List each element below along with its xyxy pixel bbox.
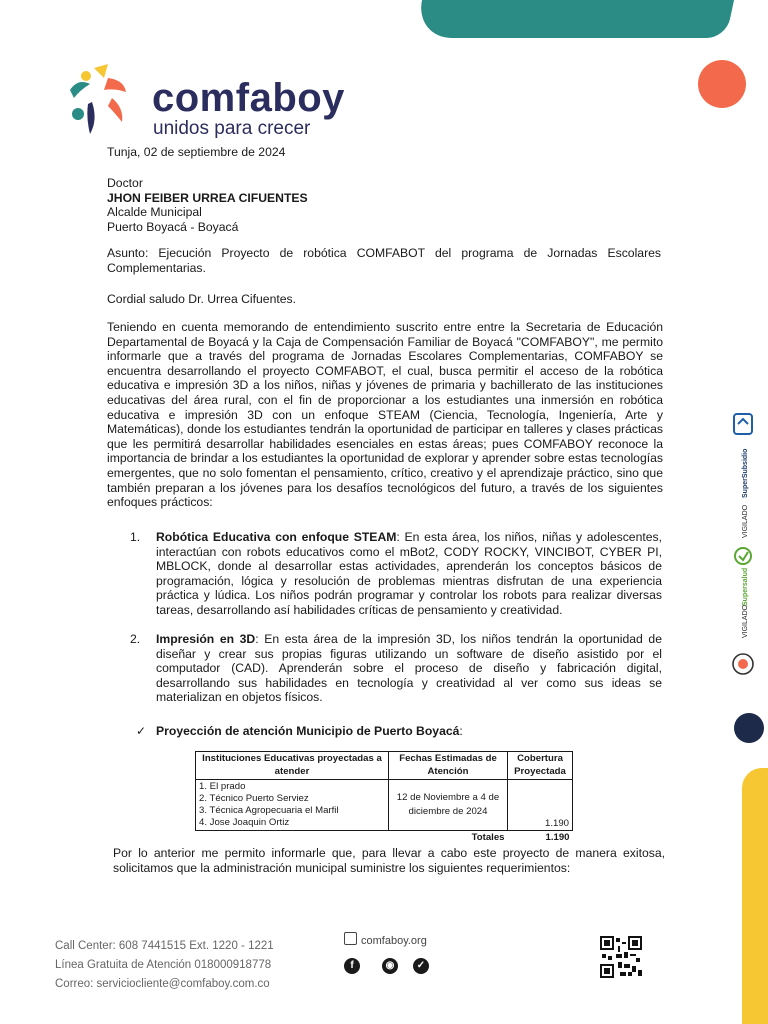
supervision-seals [728,410,758,690]
footer-website[interactable] [344,932,427,947]
institution-item: 1. El prado [199,781,246,792]
coverage-cell: 1.190 [508,780,573,831]
list-number: 1. [130,530,141,544]
totals-label: Totales [471,832,505,843]
institution-item: 4. Jose Joaquin Ortiz [199,817,290,828]
item-text: : En esta área de la impresión 3D, los niños tendrán la oportunidad de diseñar y crear sus propias figuras utilizando un software de diseño asistido por el computador (CAD). Aprenderán sobre el proceso de diseño y fabricación digital, desarrollando sus habilidades en tecnología y creatividad al ver como sus ideas se materializan en objetos físicos. [156,632,662,705]
navy-circle-decoration [734,713,764,743]
supersubsidio-icon [734,414,752,434]
qr-code [600,936,642,978]
recipient-location: Puerto Boyacá - Boyacá [107,219,239,234]
seal-brand-supersalud: Supersalud [742,567,749,606]
dates-cell: 12 de Noviembre a 4 de diciembre de 2024 [389,780,508,831]
footer-contact [55,937,274,994]
list-number: 2. [130,632,141,646]
letter-closing-paragraph: Por lo anterior me permito informarle que, para llevar a cabo este proyecto de manera exitosa, solicitamos que la administración municipal suministre los siguientes requerimientos: [113,846,665,875]
twitter-icon[interactable]: ✓ [413,958,429,974]
recipient-title: Doctor [107,176,143,190]
footer-email[interactable]: Correo: serviciocliente@comfaboy.com.co [55,978,270,990]
certification-icon [733,654,753,674]
letter-date: Tunja, 02 de septiembre de 2024 [107,145,286,159]
top-teal-band [414,0,734,38]
logo-wordmark: comfaboy [152,76,345,120]
facebook-icon[interactable]: f [344,958,360,974]
letter-intro-paragraph: Teniendo en cuenta memorando de entendimiento suscrito entre entre la Secretaria de Educación Departamental de Boyacá y la Caja de Compensación Familiar de Boyacá "COMFABOY", me permito informarle que a través del programa de Jornadas Escolares Complementarias, COMFABOY se encuentra desarrollando el proyecto COMFABOT, el cual, busca permitir el acceso de la robótica educativa e impresión 3D a los niños, niñas y jóvenes de primaria y bachillerato de las instituciones educativas del área rural, con el fin de proporcionar a los estudiantes una inmersión en robótica educativa e impresión 3D con un enfoque STEAM (Ciencia, Tecnología, Ingeniería, Arte y Matemáticas), donde los estudiantes tendrán la oportunidad de participar en talleres y clases prácticas que les permitirá desarrollar habilidades esenciales en estas áreas; pues COMFABOY reconoce la importancia de brindar a los estudiantes la oportunidad de explorar y aprender sobre estas tecnologías emergentes, que no solo fomentan el pensamiento, crítico, creativo y el aprendizaje práctico, sino que también preparan a los jóvenes para los desafíos tecnológicos del futuro, a través de los siguientes enfoques prácticos: [107,320,663,510]
table-header-institutions: Instituciones Educativas proyectadas a atender [196,752,389,780]
focus-list-item-1 [130,530,662,618]
recipient-position: Alcalde Municipal [107,205,202,220]
recipient-block [107,176,308,234]
checkmark-icon: ✓ [136,724,147,738]
supersalud-icon [735,548,751,564]
institution-item: 2. Técnico Puerto Serviez [199,793,309,804]
orange-circle-decoration [698,60,746,108]
logo-tagline: unidos para crecer [153,118,311,139]
globe-icon [344,932,357,945]
projection-colon: : [459,724,463,738]
totals-row [196,831,573,845]
footer-call-center: Call Center: 608 7441515 Ext. 1220 - 1221 [55,940,274,952]
projection-title: Proyección de atención Municipio de Puerto Boyacá [156,724,460,738]
seal-vigilado-1: VIGILADO [742,504,749,538]
item-heading: Robótica Educativa con enfoque STEAM [156,530,397,544]
website-text: comfaboy.org [361,935,427,947]
footer-free-line: Línea Gratuita de Atención 018000918778 [55,959,272,971]
item-heading: Impresión en 3D [156,632,256,646]
letter-greeting: Cordial saludo Dr. Urrea Cifuentes. [107,292,296,306]
instagram-icon[interactable]: ◉ [382,958,398,974]
focus-list-item-2 [130,632,662,705]
seal-brand-supersubsidio: SuperSubsidio [742,448,749,498]
institutions-cell [196,780,389,831]
institution-item: 3. Técnica Agropecuaria el Marfil [199,805,339,816]
yellow-side-band [742,768,768,1024]
table-header-dates: Fechas Estimadas de Atención [389,752,508,780]
letter-subject: Asunto: Ejecución Proyecto de robótica COMFABOT del programa de Jornadas Escolares Complementarias. [107,246,661,275]
projection-heading [136,724,463,739]
seal-vigilado-2: VIGILADO [742,604,749,638]
projection-table [195,751,573,844]
table-header-coverage: Cobertura Proyectada [508,752,573,780]
recipient-name: JHON FEIBER URREA CIFUENTES [107,190,308,205]
totals-value: 1.190 [545,832,570,843]
table-row [196,780,573,831]
item-text: : En esta área, los niños, niñas y adolescentes, interactúan con robots educativos como el mBot2, CODY ROCKY, VINCIBOT, CYBER PI, MBLOCK, donde al desarrollar estas actividades, aprenderán los conceptos básicos de programación, lógica y resolución de problemas mientras disfrutan de una experiencia práctica y lúdica. Los niños podrán programar y controlar los robots para realizar diversas tareas, desarrollando así habilidades críticas de pensamiento y creatividad. [156,530,662,617]
